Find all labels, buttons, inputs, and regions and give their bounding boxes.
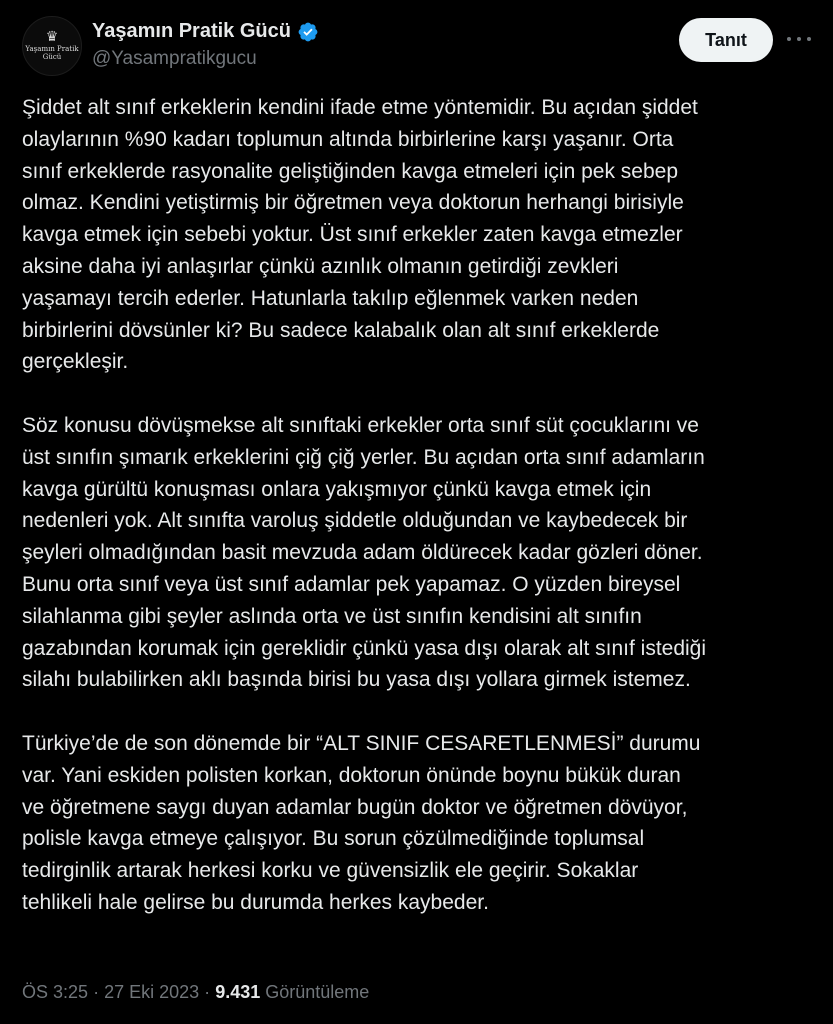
logo-icon: ♛	[45, 29, 59, 46]
text-line: üst sınıfın şımarık erkeklerini çiğ çiğ yerler. Bu açıdan orta sınıf adamların	[22, 445, 705, 469]
meta-separator: ·	[93, 982, 100, 1002]
text-line: sınıf erkeklerde rasyonalite geliştiğinden kavga etmeleri için pek sebep	[22, 159, 679, 183]
tweet-text	[22, 92, 812, 919]
avatar[interactable]	[22, 16, 82, 76]
views-label: Görüntüleme	[265, 982, 370, 1002]
paragraph-gap	[22, 696, 812, 728]
text-line: nedenleri yok. Alt sınıfta varoluş şiddetle olduğundan ve kaybedecek bir	[22, 509, 688, 533]
tweet-meta	[22, 982, 369, 1003]
meta-separator: ·	[204, 982, 211, 1002]
text-line: ve öğretmene saygı duyan adamlar bugün doktor ve öğretmen dövüyor,	[22, 795, 688, 819]
tweet-paragraph-2	[22, 410, 812, 696]
text-line: silahlanma gibi şeyler aslında orta ve üst sınıfın kendisini alt sınıfın	[22, 604, 642, 628]
verified-badge-icon[interactable]	[297, 21, 319, 43]
text-line: birbirlerini dövsünler ki? Bu sadece kalabalık olan alt sınıf erkeklerde	[22, 318, 660, 342]
text-line: Bunu orta sınıf veya üst sınıf adamlar pek yapamaz. O yüzden bireysel	[22, 572, 681, 596]
text-line: şeyleri olmadığından basit mevzuda adam öldürecek kadar gözleri döner.	[22, 541, 703, 565]
text-line: yaşamayı tercih ederler. Hatunlarla takılıp eğlenmek varken neden	[22, 286, 639, 310]
text-line: olmaz. Kendini yetiştirmiş bir öğretmen veya doktorun herhangi birisiyle	[22, 191, 684, 215]
tweet-paragraph-3	[22, 728, 812, 919]
text-line: tehlikeli hale gelirse bu durumda herkes kaybeder.	[22, 890, 489, 914]
tweet-paragraph-1	[22, 92, 812, 378]
text-line: tedirginlik artarak herkesi korku ve güvensizlik ele geçirir. Sokaklar	[22, 859, 639, 883]
more-dot	[797, 37, 801, 41]
follow-button[interactable]: Tanıt	[679, 18, 773, 62]
more-dot	[787, 37, 791, 41]
views-count: 9.431	[215, 982, 261, 1002]
text-line: Şiddet alt sınıf erkeklerin kendini ifade etme yöntemidir. Bu açıdan şiddet	[22, 96, 698, 119]
more-icon[interactable]	[784, 24, 814, 54]
tweet-header	[22, 14, 812, 78]
text-line: olaylarının %90 kadarı toplumun altında birbirlerine karşı yaşanır. Orta	[22, 127, 674, 151]
text-line: gazabından korumak için gereklidir çünkü yasa dışı olarak alt sınıf istediği	[22, 636, 707, 660]
tweet-time[interactable]: ÖS 3:25	[22, 982, 89, 1002]
text-line: Türkiye’de de son dönemde bir “ALT SINIF CESARETLENMESİ” durumu	[22, 731, 701, 755]
more-dot	[807, 37, 811, 41]
author-handle[interactable]: @Yasampratikgucu	[92, 48, 257, 69]
text-line: var. Yani eskiden polisten korkan, doktorun önünde boynu bükük duran	[22, 763, 681, 787]
text-line: kavga gürültü konuşması onlara yakışmıyor çünkü kavga etmek için	[22, 477, 652, 501]
text-line: polisle kavga etmeye çalışıyor. Bu sorun çözülmediğinde toplumsal	[22, 827, 645, 851]
text-line: silahı bulabilirken aklı başında birisi bu yasa dışı yollara girmek istemez.	[22, 668, 691, 692]
text-line: aksine daha iyi anlaşırlar çünkü azınlık olmanın getirdiği zevkleri	[22, 254, 619, 278]
tweet-date[interactable]: 27 Eki 2023	[104, 982, 200, 1002]
name-row	[92, 20, 319, 43]
text-line: gerçekleşir.	[22, 350, 129, 374]
text-line: Söz konusu dövüşmekse alt sınıftaki erkekler orta sınıf süt çocuklarını ve	[22, 413, 699, 437]
text-line: kavga etmek için sebebi yoktur. Üst sınıf erkekler zaten kavga etmezler	[22, 223, 683, 247]
paragraph-gap	[22, 378, 812, 410]
author-name[interactable]: Yaşamın Pratik Gücü	[92, 20, 291, 42]
avatar-text: Yaşamın Pratik Gücü	[25, 45, 79, 61]
